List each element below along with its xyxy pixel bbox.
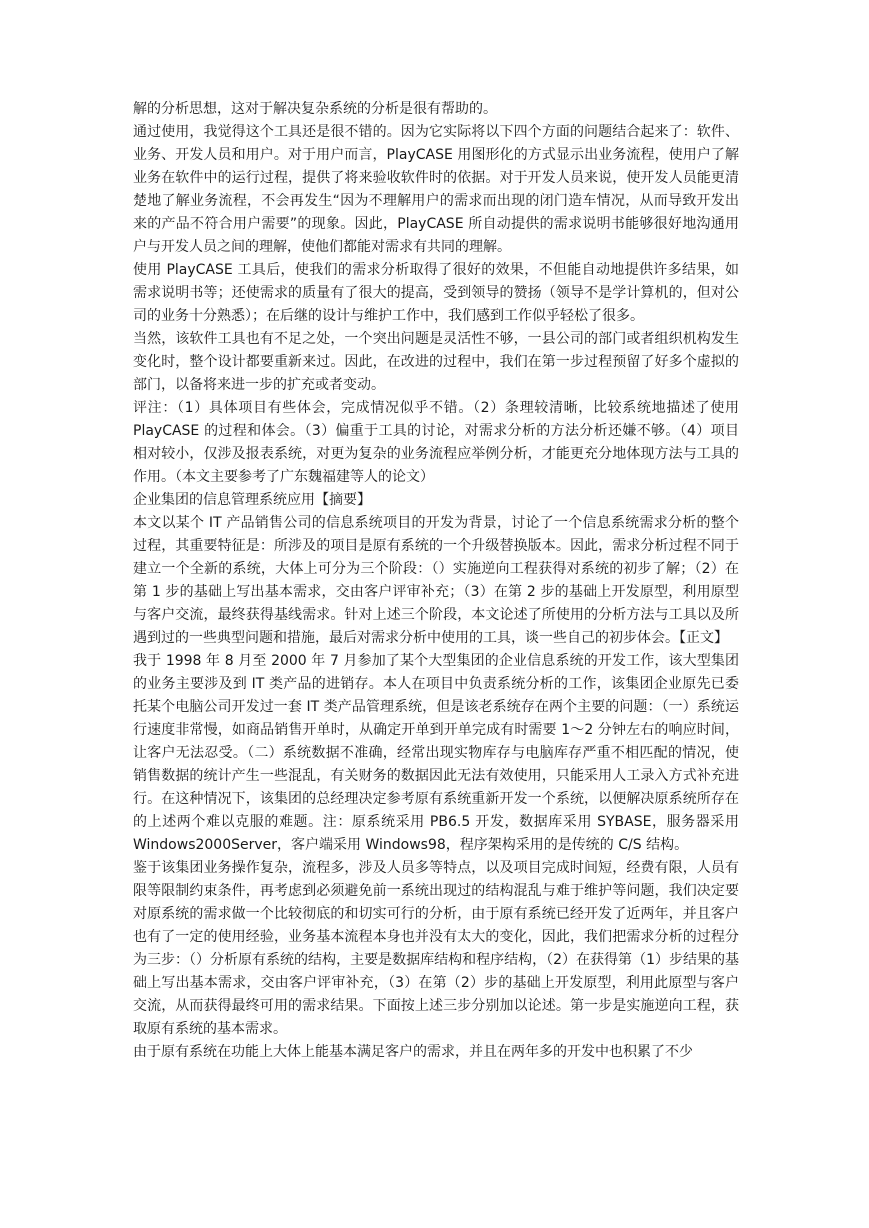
document-page <box>133 98 739 1064</box>
paragraph-original-system: 由于原有系统在功能上大体上能基本满足客户的需求，并且在两年多的开发中也积累了不少 <box>133 1044 693 1060</box>
paragraph-tool-usage: 通过使用，我觉得这个工具还是很不错的。因为它实际将以下四个方面的问题结合起来了：软件、业务、开发人员和用户。对于用户而言，PlayCASE 用图形化的方式显示出业务流程，使用户了解业务在软件中的运行过程，提供了将来验收软件时的依据。对于开发人员来说，使开发人员能更清楚地了解业务流程，不会再发生“因为不理解用户的需求而出现的闭门造车情况，从而导致开发出来的产品不符合用户需要”的现象。因此，PlayCASE 所自动提供的需求说明书能够很好地沟通用户与开发人员之间的理解，使他们都能对需求有共同的理解。 <box>133 124 739 255</box>
section-heading: 企业集团的信息管理系统应用【摘要】 <box>133 492 371 508</box>
paragraph-playcase-results: 使用 PlayCASE 工具后，使我们的需求分析取得了很好的效果，不但能自动地提供许多结果，如需求说明书等；还使需求的质量有了很大的提高，受到领导的赞扬（领导不是学计算机的，但对公司的业务十分熟悉）；在后继的设计与维护工作中，我们感到工作似乎轻松了很多。 <box>133 262 739 324</box>
paragraph-tool-shortcomings: 当然，该软件工具也有不足之处，一个突出问题是灵活性不够，一县公司的部门或者组织机构发生变化时，整个设计都要重新来过。因此，在改进的过程中，我们在第一步过程预留了好多个虚拟的部门，以备将来进一步的扩充或者变动。 <box>133 331 739 393</box>
paragraph-analysis-thought: 解的分析思想，这对于解决复杂系统的分析是很有帮助的。 <box>133 101 497 117</box>
paragraph-project-background: 我于 1998 年 8 月至 2000 年 7 月参加了某个大型集团的企业信息系统的开发工作，该大型集团的业务主要涉及到 IT 类产品的进销存。本人在项目中负责系统分析的工作，该集团企业原先已委托某个电脑公司开发过一套 IT 类产品管理系统，但是该老系统存在两个主要的问题：（一）系统运行速度非常慢，如商品销售开单时，从确定开单到开单完成有时需要 1～2 分钟左右的响应时间，让客户无法忍受。（二）系统数据不准确，经常出现实物库存与电脑库存严重不相匹配的情况，使销售数据的统计产生一些混乱，有关财务的数据因此无法有效使用，只能采用人工录入方式补充进行。在这种情况下，该集团的总经理决定参考原有系统重新开发一个系统，以便解决原系统所存在的上述两个难以克服的难题。注：原系统采用 PB6.5 开发，数据库采用 SYBASE，服务器采用 Windows2000Server，客户端采用 Windows98，程序架构采用的是传统的 C/S 结构。 <box>133 653 739 853</box>
paragraph-analysis-steps: 鉴于该集团业务操作复杂，流程多，涉及人员多等特点，以及项目完成时间短，经费有限，人员有限等限制约束条件，再考虑到必须避免前一系统出现过的结构混乱与难于维护等问题，我们决定要对原系统的需求做一个比较彻底的和切实可行的分析，由于原有系统已经开发了近两年，并且客户也有了一定的使用经验，业务基本流程本身也并没有太大的变化，因此，我们把需求分析的过程分为三步：（）分析原有系统的结构，主要是数据库结构和程序结构，（2）在获得第（1）步结果的基础上写出基本需求，交由客户评审补充，（3）在第（2）步的基础上开发原型，利用此原型与客户交流，从而获得最终可用的需求结果。下面按上述三步分别加以论述。第一步是实施逆向工程，获取原有系统的基本需求。 <box>133 860 739 1037</box>
paragraph-commentary: 评注：（1）具体项目有些体会，完成情况似乎不错。（2）条理较清晰，比较系统地描述了使用 PlayCASE 的过程和体会。（3）偏重于工具的讨论，对需求分析的方法分析还嫌不够。（4）项目相对较小，仅涉及报表系统，对更为复杂的业务流程应举例分析，才能更充分地体现方法与工具的作用。（本文主要参考了广东魏福建等人的论文） <box>133 400 739 485</box>
paragraph-abstract: 本文以某个 IT 产品销售公司的信息系统项目的开发为背景，讨论了一个信息系统需求分析的整个过程，其重要特征是：所涉及的项目是原有系统的一个升级替换版本。因此，需求分析过程不同于建立一个全新的系统，大体上可分为三个阶段：（）实施逆向工程获得对系统的初步了解；（2）在第 1 步的基础上写出基本需求，交由客户评审补充；（3）在第 2 步的基础上开发原型，利用原型与客户交流，最终获得基线需求。针对上述三个阶段，本文论述了所使用的分析方法与工具以及所遇到过的一些典型问题和措施，最后对需求分析中使用的工具，谈一些自己的初步体会。【正文】 <box>133 515 739 646</box>
